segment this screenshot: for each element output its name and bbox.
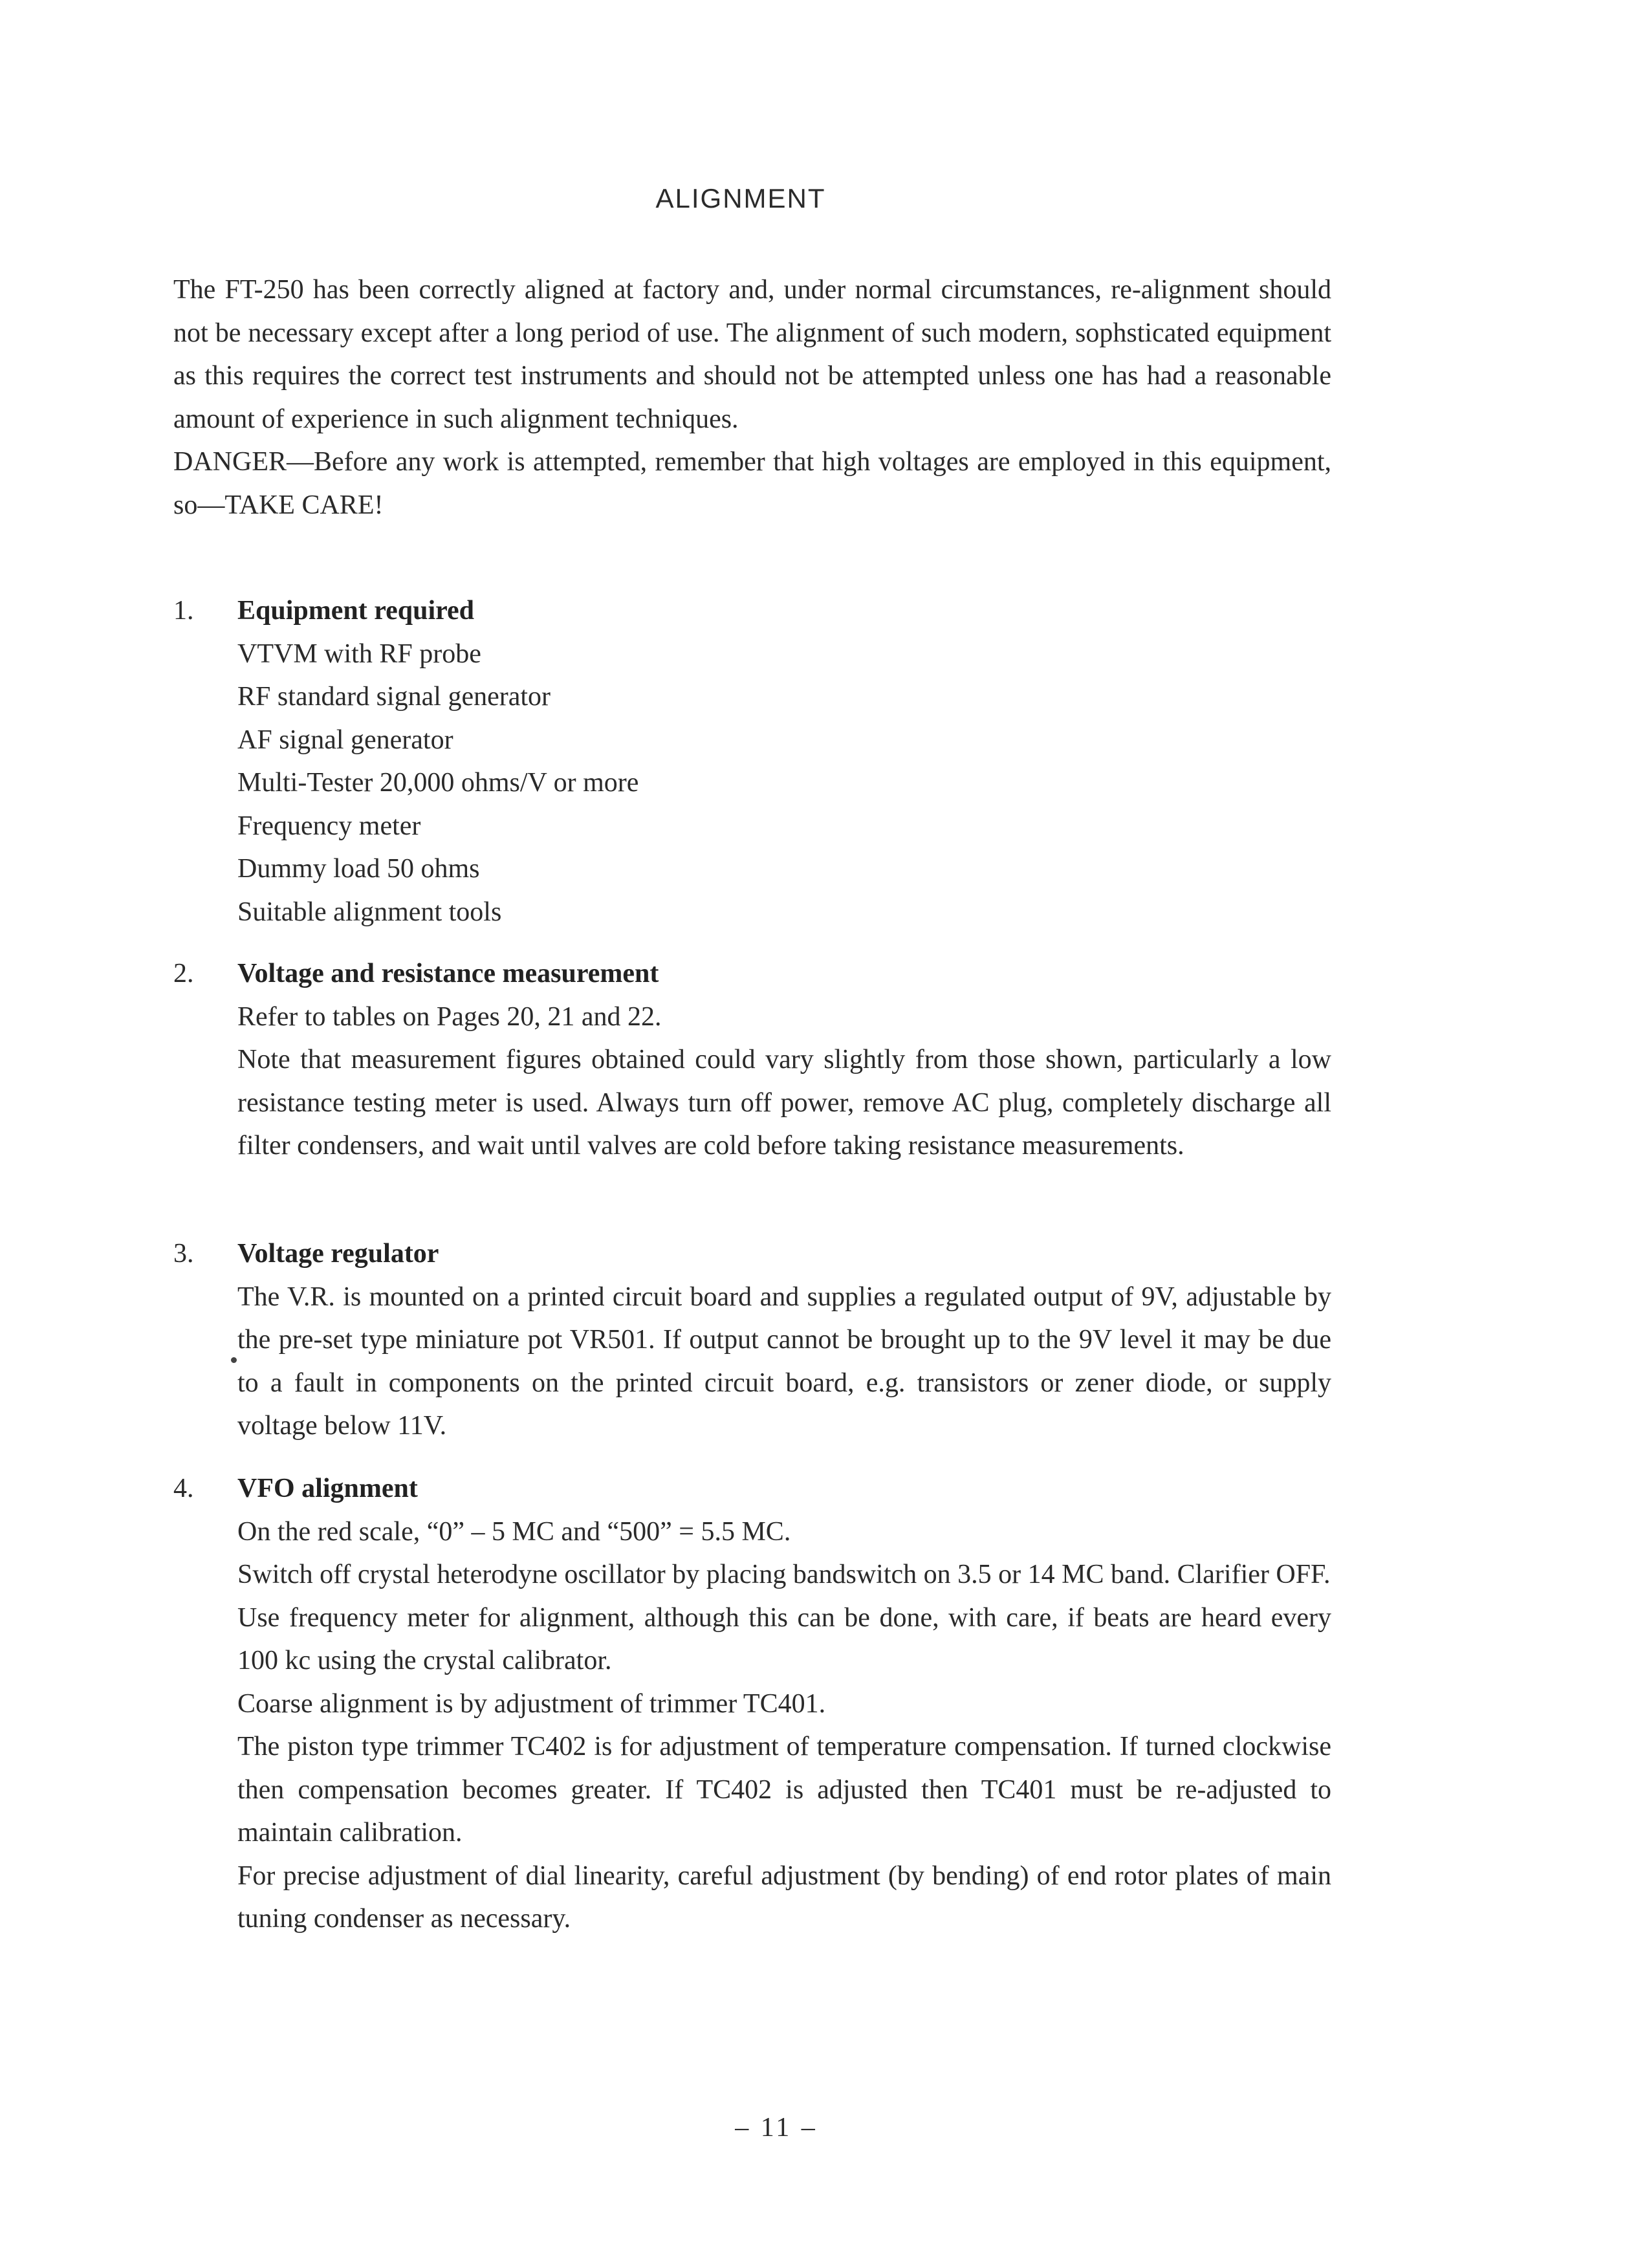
- list-item: VTVM with RF probe: [237, 638, 481, 669]
- section-voltage-regulator: [173, 1232, 1331, 1448]
- page-title: ALIGNMENT: [655, 183, 826, 213]
- intro-paragraph: The FT-250 has been correctly aligned at factory and, under normal circumstances, re-alignment should not be necessary except after a long period of use. The alignment of such modern, sophsticated equipment as this requires the correct test instruments and should not be attempted unless one has had a reasonable amount of experience in such alignment techniques.: [173, 275, 1331, 434]
- section-heading: VFO alignment: [237, 1474, 418, 1503]
- section-text: The V.R. is mounted on a printed circuit board and supplies a regulated output of 9V, adjustable by the pre-set type miniature pot VR501. If output cannot be brought up to the 9V level it may be due to a fault in components on the printed circuit board, e.g. transistors or zener diode, or supply voltage below 11V.: [237, 1281, 1331, 1441]
- section-text: For precise adjustment of dial linearity, careful adjustment (by bending) of end rotor plates of main tuning condenser as necessary.: [237, 1860, 1331, 1934]
- section-number: 3.: [173, 1239, 194, 1269]
- list-item: AF signal generator: [237, 725, 453, 755]
- scan-speck: [231, 1357, 237, 1363]
- danger-warning: DANGER—Before any work is attempted, remember that high voltages are employed in this equipment, so—TAKE CARE!: [173, 447, 1331, 520]
- section-heading: Equipment required: [237, 596, 475, 626]
- section-text: The piston type trimmer TC402 is for adjustment of temperature compensation. If turned clockwise then compensation becomes greater. If TC402 is adjusted then TC401 must be re-adjusted to maintain calibration.: [237, 1732, 1331, 1848]
- section-text: Refer to tables on Pages 20, 21 and 22.: [237, 1001, 662, 1032]
- page-number: – 11 –: [735, 2113, 818, 2143]
- list-item: Suitable alignment tools: [237, 897, 502, 927]
- section-text: Note that measurement figures obtained could vary slightly from those shown, particularly a low resistance testing meter is used. Always turn off power, remove AC plug, completely discharge all filter condensers, and wait until valves are cold before taking resistance measurements.: [237, 1045, 1331, 1161]
- section-text: Switch off crystal heterodyne oscillator by placing bandswitch on 3.5 or 14 MC band. Clarifier OFF.: [237, 1560, 1331, 1589]
- section-heading: Voltage regulator: [237, 1239, 439, 1269]
- section-text: Coarse alignment is by adjustment of trimmer TC401.: [237, 1688, 826, 1719]
- section-number: 2.: [173, 959, 194, 988]
- intro-text: [173, 268, 1331, 527]
- section-text: Use frequency meter for alignment, although this can be done, with care, if beats are heard every 100 kc using the crystal calibrator.: [237, 1602, 1331, 1675]
- list-item: Dummy load 50 ohms: [237, 854, 480, 884]
- section-equipment-required: [173, 589, 1331, 933]
- section-number: 1.: [173, 596, 194, 626]
- section-voltage-resistance: [173, 952, 1331, 1168]
- section-vfo-alignment: [173, 1467, 1331, 1941]
- list-item: RF standard signal generator: [237, 682, 551, 712]
- list-item: Multi-Tester 20,000 ohms/V or more: [237, 768, 639, 798]
- section-text: On the red scale, “0” – 5 MC and “500” = 5.5 MC.: [237, 1516, 791, 1547]
- section-number: 4.: [173, 1474, 194, 1503]
- list-item: Frequency meter: [237, 811, 421, 841]
- section-heading: Voltage and resistance measurement: [237, 959, 659, 988]
